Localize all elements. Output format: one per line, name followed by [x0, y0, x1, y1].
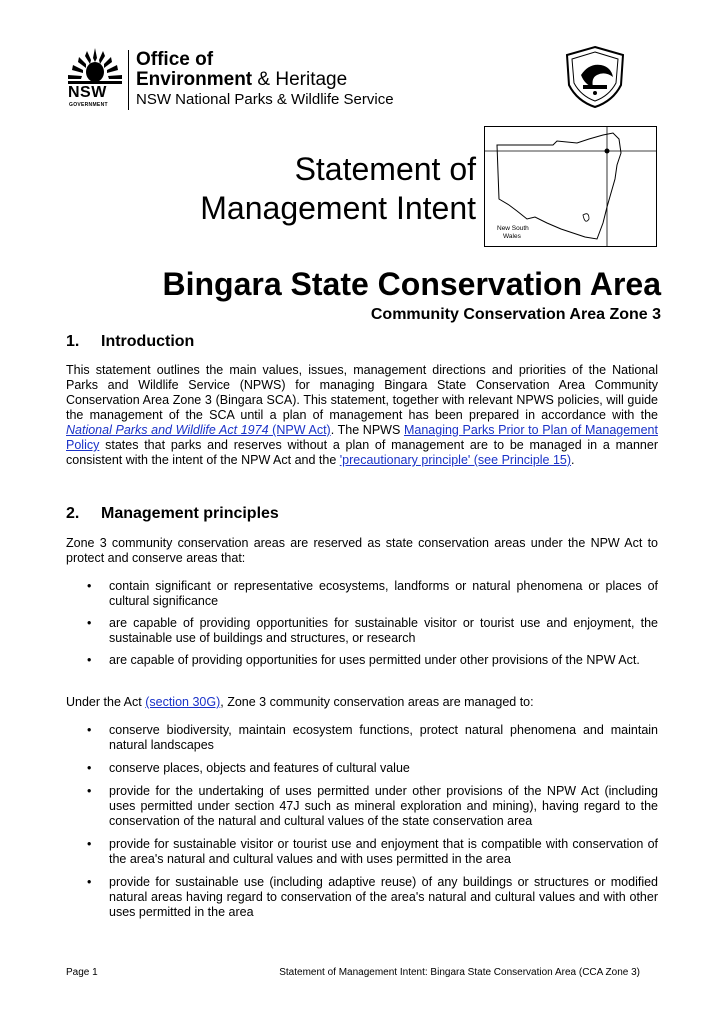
- section-title: Introduction: [101, 333, 195, 350]
- nsw-logo: [66, 46, 426, 112]
- footer-document-title: Statement of Management Intent: Bingara State Conservation Area (CCA Zone 3): [279, 967, 640, 978]
- list-item: • provide for sustainable visitor or tourist use and enjoyment that is compatible with conservation of the area's natural and cultural values and with uses permitted in the area: [66, 837, 658, 867]
- npw-act-abbrev-link[interactable]: (NPW Act): [268, 423, 331, 437]
- government-label: GOVERNMENT: [69, 102, 108, 108]
- list-item: • are capable of providing opportunities for sustainable visitor or tourist use and enjoyment, the sustainable use of buildings and structures, or research: [66, 616, 658, 646]
- org-name-environment: Environment: [136, 69, 253, 90]
- document-title-line1: Statement of: [294, 151, 476, 187]
- npws-emblem-icon: [563, 45, 627, 109]
- intro-text-4: .: [571, 453, 575, 467]
- document-title: [200, 150, 476, 228]
- org-name-line2: [136, 70, 347, 90]
- nsw-outline-icon: [485, 127, 656, 246]
- list-item: • conserve places, objects and features of cultural value: [66, 761, 658, 776]
- map-label: New South: [497, 225, 529, 232]
- intro-text-1: This statement outlines the main values, issues, management directions and priorities of the National Parks and Wildlife Service (NPWS) for managing Bingara State Conservation Area Community Conservation Area Zone 3 (Bingara SCA). This statement, together with relevant NPWS policies, will guide the management of the SCA until a plan of management has been prepared in accordance with the: [66, 363, 658, 422]
- list-item: • provide for sustainable use (including adaptive reuse) of any buildings or structures or modified natural areas having regard to conservation of the area's natural and cultural values and with other uses permitted in the area: [66, 875, 658, 920]
- org-name-line3: NSW National Parks & Wildlife Service: [136, 91, 394, 108]
- logo-divider: [128, 50, 129, 110]
- list-item: • contain significant or representative ecosystems, landforms or natural phenomena or places of cultural significance: [66, 579, 658, 609]
- zone-subtitle: Community Conservation Area Zone 3: [370, 306, 661, 323]
- s30g-text-1: Under the Act: [66, 695, 146, 709]
- intro-text-2: . The NPWS: [330, 423, 404, 437]
- footer-page-number: Page 1: [66, 967, 98, 978]
- list-item: • conserve biodiversity, maintain ecosystem functions, protect natural phenomena and maintain natural landscapes: [66, 723, 658, 753]
- section-number: 1.: [66, 333, 80, 350]
- location-map: [484, 126, 657, 247]
- map-label-2: Wales: [503, 233, 521, 240]
- nsw-wordmark: NSW: [68, 84, 107, 101]
- org-name-heritage: & Heritage: [252, 69, 348, 90]
- introduction-paragraph: [66, 363, 658, 468]
- section-number: 2.: [66, 505, 80, 522]
- area-title: Bingara State Conservation Area: [162, 266, 661, 302]
- list-item: • provide for the undertaking of uses permitted under other provisions of the NPW Act (including uses permitted under section 47J such as mineral exploration and mining), having regard to the conservation of the natural and cultural values of the state conservation area: [66, 784, 658, 829]
- managing-parks-policy-link[interactable]: Managing Parks Prior to Plan of Management Policy: [66, 423, 658, 452]
- npw-act-link[interactable]: National Parks and Wildlife Act 1974: [66, 423, 269, 437]
- protection-criteria-list: [66, 579, 658, 668]
- org-name-line1: Office of: [136, 49, 214, 70]
- section-heading-management-principles: [66, 505, 279, 523]
- management-objectives-list: [66, 723, 658, 920]
- document-title-line2: Management Intent: [200, 190, 476, 226]
- s30g-text-2: , Zone 3 community conservation areas are managed to:: [220, 695, 534, 709]
- waratah-icon: [66, 46, 124, 88]
- precautionary-principle-link[interactable]: 'precautionary principle' (see Principle 15): [339, 453, 572, 467]
- section-30g-link[interactable]: (section 30G): [145, 695, 221, 709]
- principles-intro-paragraph: Zone 3 community conservation areas are reserved as state conservation areas under the NPW Act to protect and conserve areas that:: [66, 536, 658, 565]
- section-title: Management principles: [101, 505, 279, 522]
- section-heading-introduction: [66, 333, 194, 351]
- list-item: • are capable of providing opportunities for uses permitted under other provisions of the NPW Act.: [66, 653, 658, 668]
- section-30g-paragraph: [66, 695, 658, 710]
- intro-text-3: states that parks and reserves without a plan of management are to be managed in a manner consistent with the intent of the NPW Act and the: [66, 438, 658, 467]
